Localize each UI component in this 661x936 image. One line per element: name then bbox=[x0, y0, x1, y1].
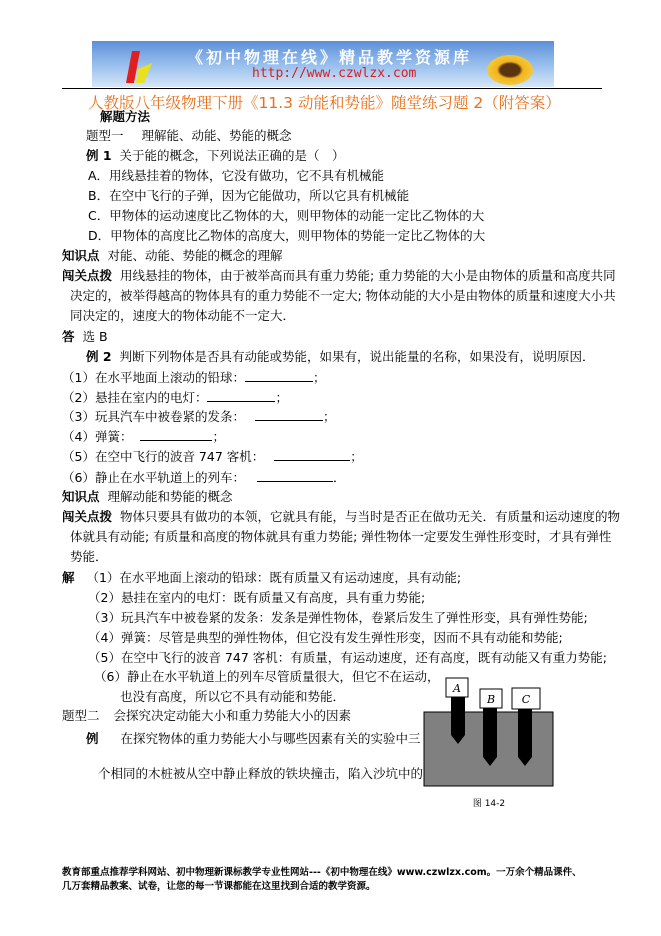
figure-stakes-in-sand bbox=[420, 675, 560, 815]
item-2: （2）悬挂在室内的电灯： ； bbox=[62, 390, 288, 405]
example2-question: 例 2 判断下列物体是否具有动能或势能，如果有，说出能量的名称，如果没有，说明原因． bbox=[86, 349, 595, 364]
type1-heading: 题型一 理解能、动能、势能的概念 bbox=[86, 128, 292, 143]
example1-question: 例 1 关于能的概念，下列说法正确的是（ ） bbox=[86, 148, 345, 163]
label-c: C bbox=[521, 693, 531, 706]
item-6: （6）静止在水平轨道上的列车： ． bbox=[62, 470, 346, 485]
tip-1-line-3: 同决定的，速度大的物体动能不一定大． bbox=[70, 308, 296, 323]
solution-line-2: （2）悬挂在室内的电灯：既有质量又有高度，具有重力势能; bbox=[88, 590, 426, 605]
label-a: A bbox=[453, 682, 461, 695]
tip-1-line-1: 闯关点拨 用线悬挂的物体，由于被举高而具有重力势能; 重力势能的大小是由物体的质量和高度共同 bbox=[62, 268, 616, 283]
tip-2-line-2: 体就具有动能; 有质量和高度的物体就具有重力势能; 弹性物体一定要发生弹性形变时，才具有弹性 bbox=[70, 529, 612, 544]
figure-caption: 图 14-2 bbox=[472, 799, 506, 809]
stake-c bbox=[518, 708, 532, 766]
stake-a bbox=[451, 696, 465, 744]
item-1: （1）在水平地面上滚动的铅球： ； bbox=[62, 370, 326, 385]
solution-line-6: （6）静止在水平轨道上的列车尽管质量很大，但它不在运动， bbox=[94, 669, 440, 684]
section-heading: 解题方法 bbox=[100, 109, 151, 124]
solution-line-4: （4）弹簧：尽管是典型的弹性物体，但它没有发生弹性形变，因而不具有动能和势能; bbox=[88, 630, 563, 645]
knowledge-point-2: 知识点 理解动能和势能的概念 bbox=[62, 489, 233, 504]
option-a: A．用线悬挂着的物体，它没有做功，它不具有机械能 bbox=[88, 168, 385, 183]
logo-icon bbox=[122, 49, 162, 85]
tip-2-line-1: 闯关点拨 物体只要具有做功的本领，它就具有能，与当时是否正在做功无关．有质量和运动速度的物 bbox=[62, 509, 620, 524]
divider bbox=[62, 88, 602, 89]
knowledge-point-1: 知识点 对能、动能、势能的概念的理解 bbox=[62, 248, 283, 263]
option-c: C．甲物体的运动速度比乙物体的大，则甲物体的动能一定比乙物体的大 bbox=[88, 208, 485, 223]
footer-line-1: 教育部重点推荐学科网站、初中物理新课标教学专业性网站---《初中物理在线》www.czwlzx.com。一万余个精品课件、 bbox=[62, 867, 582, 878]
solution-line-3: （3）玩具汽车中被卷紧的发条：发条是弹性物体，卷紧后发生了弹性形变，具有弹性势能; bbox=[88, 610, 588, 625]
solution-line-5: （5）在空中飞行的波音 747 客机：有质量，有运动速度，还有高度，既有动能又有重力势能; bbox=[88, 650, 607, 665]
example3-line-2: 个相同的木桩被从空中静止释放的铁块撞击，陷入沙坑中的 bbox=[98, 766, 424, 781]
solution-line-7: 也没有高度，所以它不具有动能和势能． bbox=[120, 689, 346, 704]
item-5: （5）在空中飞行的波音 747 客机： ； bbox=[62, 449, 363, 464]
sunflower-icon bbox=[487, 55, 533, 85]
tip-2-line-3: 势能． bbox=[70, 549, 108, 564]
tip-1-line-2: 决定的，被举得越高的物体具有的重力势能不一定大; 物体动能的大小是由物体的质量和速度大小共 bbox=[70, 288, 616, 303]
type2-heading: 题型二 会探究决定动能大小和重力势能大小的因素 bbox=[62, 708, 352, 723]
document-title: 人教版八年级物理下册《11.3 动能和势能》随堂练习题 2（附答案） bbox=[88, 94, 561, 112]
label-b: B bbox=[486, 693, 496, 706]
example3-line-1: 例 在探究物体的重力势能大小与哪些因素有关的实验中三 bbox=[86, 731, 421, 746]
banner-url[interactable]: http://www.czwlzx.com bbox=[252, 66, 417, 81]
footer-line-2: 几万套精品教案、试卷，让您的每一节课都能在这里找到合适的教学资源。 bbox=[62, 881, 376, 892]
header-banner bbox=[92, 41, 554, 87]
item-3: （3）玩具汽车中被卷紧的发条： ； bbox=[62, 409, 336, 424]
banner-title: 《初中物理在线》精品教学资源库 bbox=[187, 48, 473, 67]
option-d: D．甲物体的高度比乙物体的高度大，则甲物体的势能一定比乙物体的大 bbox=[88, 228, 486, 243]
solution-line-1: 解 （1）在水平地面上滚动的铅球：既有质量又有运动速度，具有动能; bbox=[62, 570, 462, 585]
item-4: （4）弹簧： ； bbox=[62, 429, 225, 444]
option-b: B．在空中飞行的子弹，因为它能做功，所以它具有机械能 bbox=[88, 188, 410, 203]
stake-b bbox=[483, 708, 497, 766]
answer-1: 答 选 B bbox=[62, 329, 108, 344]
